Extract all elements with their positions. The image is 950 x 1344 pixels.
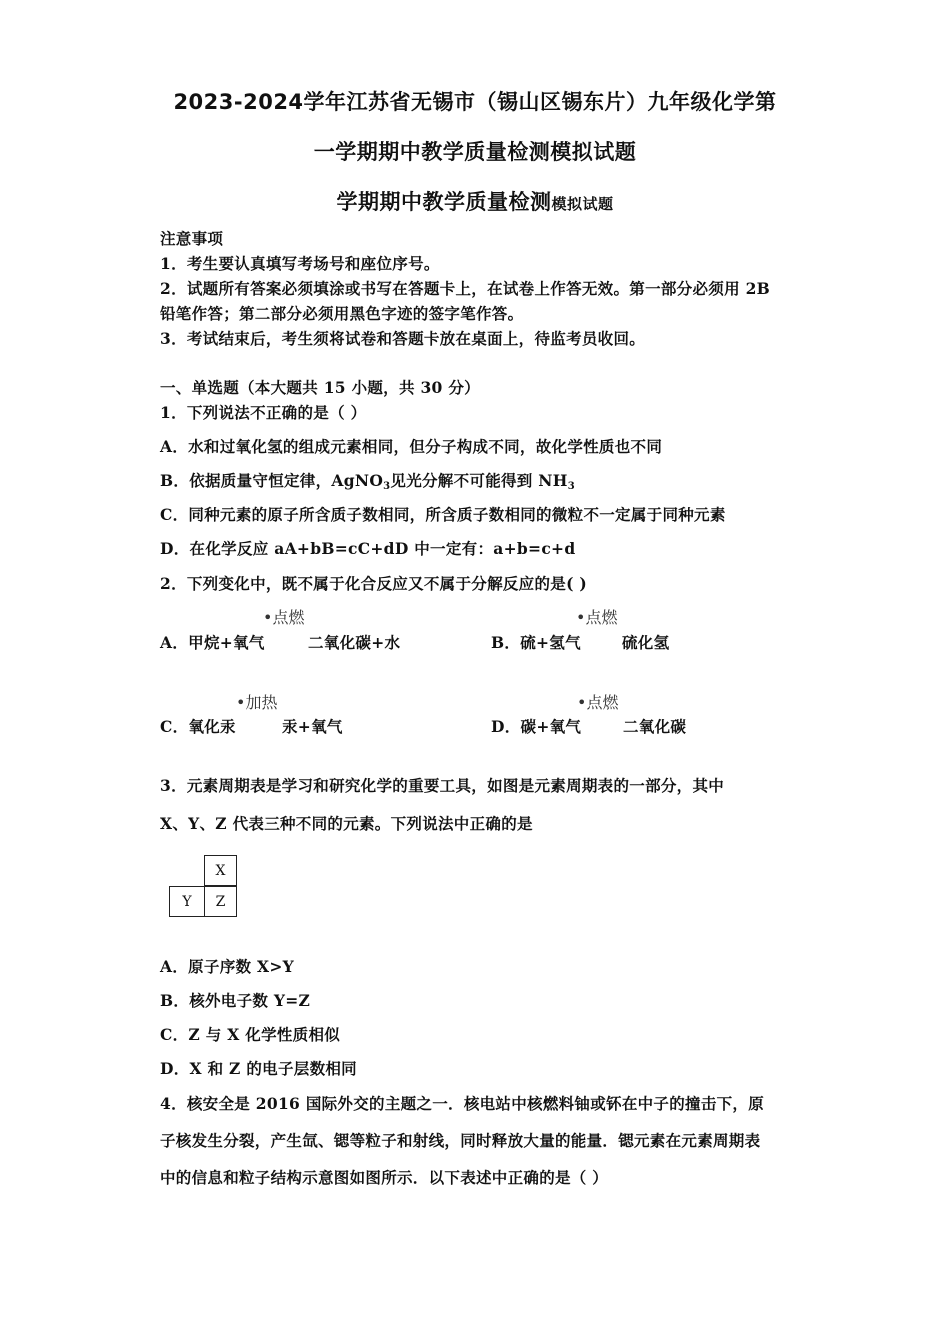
q1-option-b-mid: 见光分解不可能得到 NH <box>390 471 568 490</box>
q1-option-a: A．水和过氧化氢的组成元素相同，但分子构成不同，故化学性质也不同 <box>160 437 663 456</box>
q2-c-label: C． <box>160 717 189 736</box>
q2-option-a <box>160 631 265 653</box>
q2-b-condition: •点燃 <box>576 608 618 627</box>
q2-stem: 2．下列变化中，既不属于化合反应又不属于分解反应的是( ) <box>160 574 588 593</box>
q2-d-reactants: 碳+氧气 <box>520 717 582 736</box>
q3-option-d: D．X 和 Z 的电子层数相同 <box>160 1059 357 1078</box>
notice-heading: 注意事项 <box>160 229 224 248</box>
q2-d-products: 二氧化碳 <box>623 717 687 736</box>
q2-c-condition-text: 加热 <box>245 693 278 712</box>
q2-d-label: D． <box>491 717 521 736</box>
cell-y: Y <box>169 886 205 917</box>
title-line-2: 一学期期中教学质量检测模拟试题 <box>313 140 637 164</box>
q2-a-condition: •点燃 <box>263 608 305 627</box>
title-line-3-small: 模拟试题 <box>551 195 614 213</box>
q2-d-condition: •点燃 <box>577 693 619 712</box>
q2-c-reactants: 氧化汞 <box>188 717 236 736</box>
title-line-3-main: 学期期中教学质量检测 <box>336 190 552 214</box>
section-heading: 一、单选题（本大题共 15 小题，共 30 分） <box>160 378 480 397</box>
title-line-1: 2023-2024学年江苏省无锡市（锡山区锡东片）九年级化学第 <box>173 90 777 114</box>
q2-d-condition-text: 点燃 <box>586 693 619 712</box>
q3-option-c: C．Z 与 X 化学性质相似 <box>160 1025 341 1044</box>
notice-item-2: 2．试题所有答案必须填涂或书写在答题卡上，在试卷上作答无效。第一部分必须用 2B <box>160 279 771 298</box>
q3-option-a: A．原子序数 X>Y <box>160 957 295 976</box>
cell-z: Z <box>204 886 237 917</box>
q2-a-condition-text: 点燃 <box>272 608 305 627</box>
q3-option-b: B．核外电子数 Y=Z <box>160 991 311 1010</box>
q1-option-b-sub: 3 <box>383 481 391 492</box>
q1-option-c: C．同种元素的原子所含质子数相同，所含质子数相同的微粒不一定属于同种元素 <box>160 505 726 524</box>
q2-a-label: A． <box>160 633 189 652</box>
q3-stem-line-2: X、Y、Z 代表三种不同的元素。下列说法中正确的是 <box>160 814 533 833</box>
q1-option-b-pre: B．依据质量守恒定律，AgNO <box>160 471 384 490</box>
q4-line-3: 中的信息和粒子结构示意图如图所示．以下表述中正确的是（ ） <box>160 1168 609 1187</box>
q4-line-1: 4．核安全是 2016 国际外交的主题之一．核电站中核燃料铀或钚在中子的撞击下，原 <box>160 1094 765 1113</box>
q1-stem: 1．下列说法不正确的是（ ） <box>160 403 367 422</box>
notice-item-2-cont: 铅笔作答；第二部分必须用黑色字迹的签字笔作答。 <box>160 304 524 323</box>
q2-b-reactants: 硫+氢气 <box>520 633 581 652</box>
q4-line-2: 子核发生分裂，产生氙、锶等粒子和射线，同时释放大量的能量．锶元素在元素周期表 <box>160 1131 761 1150</box>
q2-option-b <box>491 631 581 653</box>
q2-c-products: 汞+氧气 <box>282 717 343 736</box>
title-line-3 <box>0 186 950 216</box>
q3-stem-line-1: 3．元素周期表是学习和研究化学的重要工具，如图是元素周期表的一部分，其中 <box>160 776 725 795</box>
q2-a-products: 二氧化碳+水 <box>308 633 401 652</box>
cell-x: X <box>204 855 237 886</box>
q2-b-condition-text: 点燃 <box>585 608 618 627</box>
q2-b-label: B． <box>491 633 521 652</box>
q2-a-reactants: 甲烷+氧气 <box>188 633 265 652</box>
q1-option-b-sub2: 3 <box>567 481 575 492</box>
q1-option-d: D．在化学反应 aA+bB=cC+dD 中一定有：a+b=c+d <box>160 539 576 558</box>
q2-b-products: 硫化氢 <box>622 633 670 652</box>
q1-option-b <box>160 469 575 492</box>
notice-item-1: 1．考生要认真填写考场号和座位序号。 <box>160 254 440 273</box>
q2-option-d <box>491 715 581 737</box>
q2-option-c <box>160 715 236 737</box>
notice-item-3: 3．考试结束后，考生须将试卷和答题卡放在桌面上，待监考员收回。 <box>160 329 646 348</box>
q2-c-condition: •加热 <box>236 693 278 712</box>
